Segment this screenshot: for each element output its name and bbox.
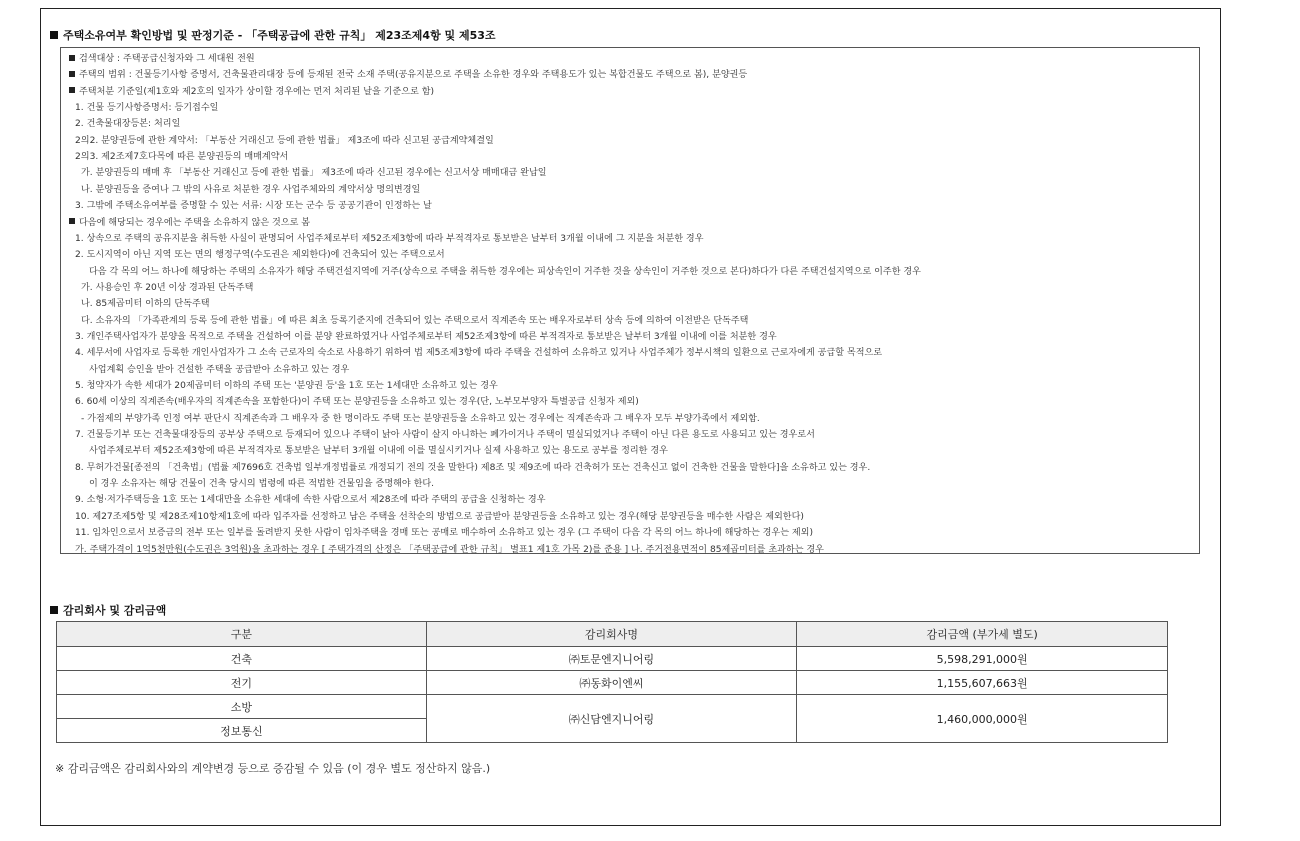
square-bullet-icon xyxy=(69,55,75,61)
cell-category: 정보통신 xyxy=(57,719,427,743)
criteria-line xyxy=(89,446,668,457)
criteria-line xyxy=(69,87,434,98)
criteria-text: - 가점제의 부양가족 인정 여부 판단시 직계존속과 그 배우자 중 한 명이라도 주택 또는 분양권등을 소유하고 있는 경우에는 직계존속과 그 배우자 모두 부양가족에서 제외함. xyxy=(81,413,760,424)
criteria-line xyxy=(75,152,288,163)
criteria-line xyxy=(75,332,777,343)
criteria-text: 3. 개인주택사업자가 분양을 목적으로 주택을 건설하여 이를 분양 완료하였거나 사업주체로부터 제52조제3항에 따른 부적격자로 통보받은 날부터 3개월 이내에 이를 처분한 경우 xyxy=(75,331,777,342)
criteria-line xyxy=(89,267,921,278)
fee-note: ※ 감리금액은 감리회사와의 계약변경 등으로 증감될 수 있음 (이 경우 별도 정산하지 않음.) xyxy=(55,762,491,775)
cell-company: ㈜토문엔지니어링 xyxy=(426,647,797,671)
criteria-text: 10. 제27조제5항 및 제28조제10항제1호에 따라 입주자를 선정하고 남은 주택을 선착순의 방법으로 공급받아 분양권등을 소유하고 있는 경우(해당 분양권등을 매수한 사람은 제외한다) xyxy=(75,511,804,522)
criteria-text: 가. 사용승인 후 20년 이상 경과된 단독주택 xyxy=(81,282,254,293)
criteria-line xyxy=(75,103,218,114)
criteria-line xyxy=(75,250,445,261)
criteria-line xyxy=(81,185,420,196)
criteria-text: 2. 도시지역이 아닌 지역 또는 면의 행정구역(수도권은 제외한다)에 건축되어 있는 주택으로서 xyxy=(75,250,445,261)
criteria-line xyxy=(75,430,815,441)
criteria-line xyxy=(69,54,255,65)
criteria-line xyxy=(81,168,547,179)
cell-company: ㈜신담엔지니어링 xyxy=(426,695,797,743)
header-amount: 감리금액 (부가세 별도) xyxy=(797,622,1168,647)
cell-amount: 1,155,607,663원 xyxy=(797,671,1168,695)
criteria-line xyxy=(75,136,494,147)
criteria-text: 사업주체로부터 제52조제3항에 따른 부적격자로 통보받은 날부터 3개월 이내에 이를 멸실시키거나 실제 사용하고 있는 용도로 공부를 정리한 경우 xyxy=(89,446,668,457)
table-row xyxy=(57,671,1168,695)
criteria-text: 11. 임차인으로서 보증금의 전부 또는 일부를 돌려받지 못한 사람이 임차주택을 경매 또는 공매로 매수하여 소유하고 있는 경우 (그 주택이 다음 각 목의 어느 하나에 해당하는 경우는 제외) xyxy=(75,528,813,539)
criteria-text: 주택처분 기준일(제1호와 제2호의 일자가 상이할 경우에는 먼저 처리된 날을 기준으로 함) xyxy=(79,86,435,97)
criteria-line xyxy=(75,119,180,130)
square-bullet-icon xyxy=(69,87,75,93)
criteria-line xyxy=(75,348,882,359)
criteria-text: 7. 건물등기부 또는 건축물대장등의 공부상 주택으로 등재되어 있으나 주택이 낡아 사람이 살지 아니하는 폐가이거나 주택이 멸실되었거나 주택이 아닌 다른 용도로 사용되고 있는 경우로서 xyxy=(75,430,815,441)
criteria-text: 1. 상속으로 주택의 공유지분을 취득한 사실이 판명되어 사업주체로부터 제52조제3항에 따라 부적격자로 통보받은 날부터 3개월 이내에 그 지분을 처분한 경우 xyxy=(75,233,704,244)
criteria-text: 6. 60세 이상의 직계존속(배우자의 직계존속을 포함한다)이 주택 또는 분양권등을 소유하고 있는 경우(단, 노부모부양자 특별공급 신청자 제외) xyxy=(75,397,639,408)
square-bullet-icon xyxy=(69,218,75,224)
criteria-line xyxy=(89,365,349,376)
cell-category: 전기 xyxy=(57,671,427,695)
criteria-line xyxy=(75,463,870,474)
section-title-ownership xyxy=(50,27,496,43)
cell-company: ㈜동화이엔씨 xyxy=(426,671,797,695)
section-title-supervision xyxy=(50,602,166,618)
criteria-line xyxy=(75,201,432,212)
ownership-criteria-box xyxy=(60,47,1200,554)
criteria-text: 다음 각 목의 어느 하나에 해당하는 주택의 소유자가 해당 주택건설지역에 거주(상속으로 주택을 취득한 경우에는 피상속인이 거주한 것을 상속인이 거주한 것으로 본다)하다가 다른 주택건설지역으로 이주한 경우 xyxy=(89,266,921,277)
square-bullet-icon xyxy=(69,71,75,77)
criteria-text: 다. 소유자의 「가족관계의 등록 등에 관한 법률」에 따른 최초 등록기준지에 건축되어 있는 주택으로서 직계존속 또는 배우자로부터 상속 등에 의하여 이전받은 단독주택 xyxy=(81,315,749,326)
criteria-line xyxy=(81,316,748,327)
criteria-line xyxy=(81,414,760,425)
criteria-text: 4. 세무서에 사업자로 등록한 개인사업자가 그 소속 근로자의 숙소로 사용하기 위하여 법 제5조제3항에 따라 주택을 건설하여 소유하고 있거나 사업주체가 정부시책의 일환으로 근로자에게 공급할 목적으로 xyxy=(75,348,883,359)
header-company: 감리회사명 xyxy=(426,622,797,647)
criteria-line xyxy=(75,397,639,408)
criteria-text: 사업계획 승인을 받아 건설한 주택을 공급받아 소유하고 있는 경우 xyxy=(89,364,350,375)
section-title-text: 주택소유여부 확인방법 및 판정기준 - 「주택공급에 관한 규칙」 제23조제4항 및 제53조 xyxy=(63,29,496,42)
cell-amount: 1,460,000,000원 xyxy=(797,695,1168,743)
criteria-text: 5. 청약자가 속한 세대가 20제곱미터 이하의 주택 또는 '분양권 등'을 1호 또는 1세대만 소유하고 있는 경우 xyxy=(75,381,498,391)
criteria-text: 9. 소형·저가주택등을 1호 또는 1세대만을 소유한 세대에 속한 사람으로서 제28조에 따라 주택의 공급을 신청하는 경우 xyxy=(75,495,546,506)
criteria-text: 3. 그밖에 주택소유여부를 증명할 수 있는 서류: 시장 또는 군수 등 공공기관이 인정하는 날 xyxy=(75,201,432,212)
criteria-text: 다음에 해당되는 경우에는 주택을 소유하지 않은 것으로 봄 xyxy=(79,217,311,228)
criteria-line xyxy=(89,479,434,490)
criteria-text: 2. 건축물대장등본: 처리일 xyxy=(75,119,181,130)
criteria-text: 주택의 범위 : 건물등기사항 증명서, 건축물관리대장 등에 등재된 전국 소재 주택(공유지분으로 주택을 소유한 경우와 주택용도가 있는 복합건물도 주택으로 봄), 분양권등 xyxy=(79,70,748,81)
cell-category: 건축 xyxy=(57,647,427,671)
criteria-line xyxy=(75,234,704,245)
criteria-text: 나. 분양권등을 증여나 그 밖의 사유로 처분한 경우 사업주체와의 계약서상 명의변경일 xyxy=(81,184,421,195)
criteria-line xyxy=(75,512,804,523)
criteria-text: 8. 무허가건물[종전의 「건축법」(법률 제7696호 건축법 일부개정법률로 개정되기 전의 것을 말한다) 제8조 및 제9조에 따라 건축허가 또는 건축신고 없이 건축한 건물을 말한다]을 소유하고 있는 경우. xyxy=(75,462,871,473)
criteria-line xyxy=(69,70,747,81)
criteria-line xyxy=(75,545,824,556)
criteria-text: 1. 건물 등기사항증명서: 등기접수일 xyxy=(75,103,219,114)
table-header-row xyxy=(57,622,1168,647)
criteria-line xyxy=(75,495,546,506)
criteria-line xyxy=(69,218,310,229)
criteria-text: 2의3. 제2조제7호다목에 따른 분양권등의 매매계약서 xyxy=(75,152,289,163)
criteria-text: 가. 주택가격이 1억5천만원(수도권은 3억원)을 초과하는 경우 [ 주택가격의 산정은 「주택공급에 관한 규칙」 별표1 제1호 가목 2)를 준용 ] 나. 주거전용면적이 85제곱미터를 초과하는 경우 xyxy=(75,544,824,555)
criteria-text: 나. 85제곱미터 이하의 단독주택 xyxy=(81,299,210,310)
criteria-line xyxy=(81,283,253,294)
criteria-line xyxy=(75,528,813,539)
criteria-line xyxy=(75,381,498,392)
criteria-line xyxy=(81,299,210,310)
table-row xyxy=(57,647,1168,671)
header-category: 구분 xyxy=(57,622,427,647)
criteria-text: 가. 분양권등의 매매 후 「부동산 거래신고 등에 관한 법률」 제3조에 따라 신고된 경우에는 신고서상 매매대금 완납일 xyxy=(81,168,547,179)
square-bullet-icon xyxy=(50,606,58,614)
cell-category: 소방 xyxy=(57,695,427,719)
cell-amount: 5,598,291,000원 xyxy=(797,647,1168,671)
section-title-text: 감리회사 및 감리금액 xyxy=(63,604,167,617)
supervision-fee-table xyxy=(56,621,1168,743)
criteria-text: 이 경우 소유자는 해당 건물이 건축 당시의 법령에 따른 적법한 건물임을 증명해야 한다. xyxy=(89,479,435,490)
criteria-text: 2의2. 분양권등에 관한 계약서: 「부동산 거래신고 등에 관한 법률」 제3조에 따라 신고된 공급계약체결일 xyxy=(75,135,494,146)
square-bullet-icon xyxy=(50,31,58,39)
table-row xyxy=(57,695,1168,719)
criteria-text: 검색대상 : 주택공급신청자와 그 세대원 전원 xyxy=(79,54,255,64)
